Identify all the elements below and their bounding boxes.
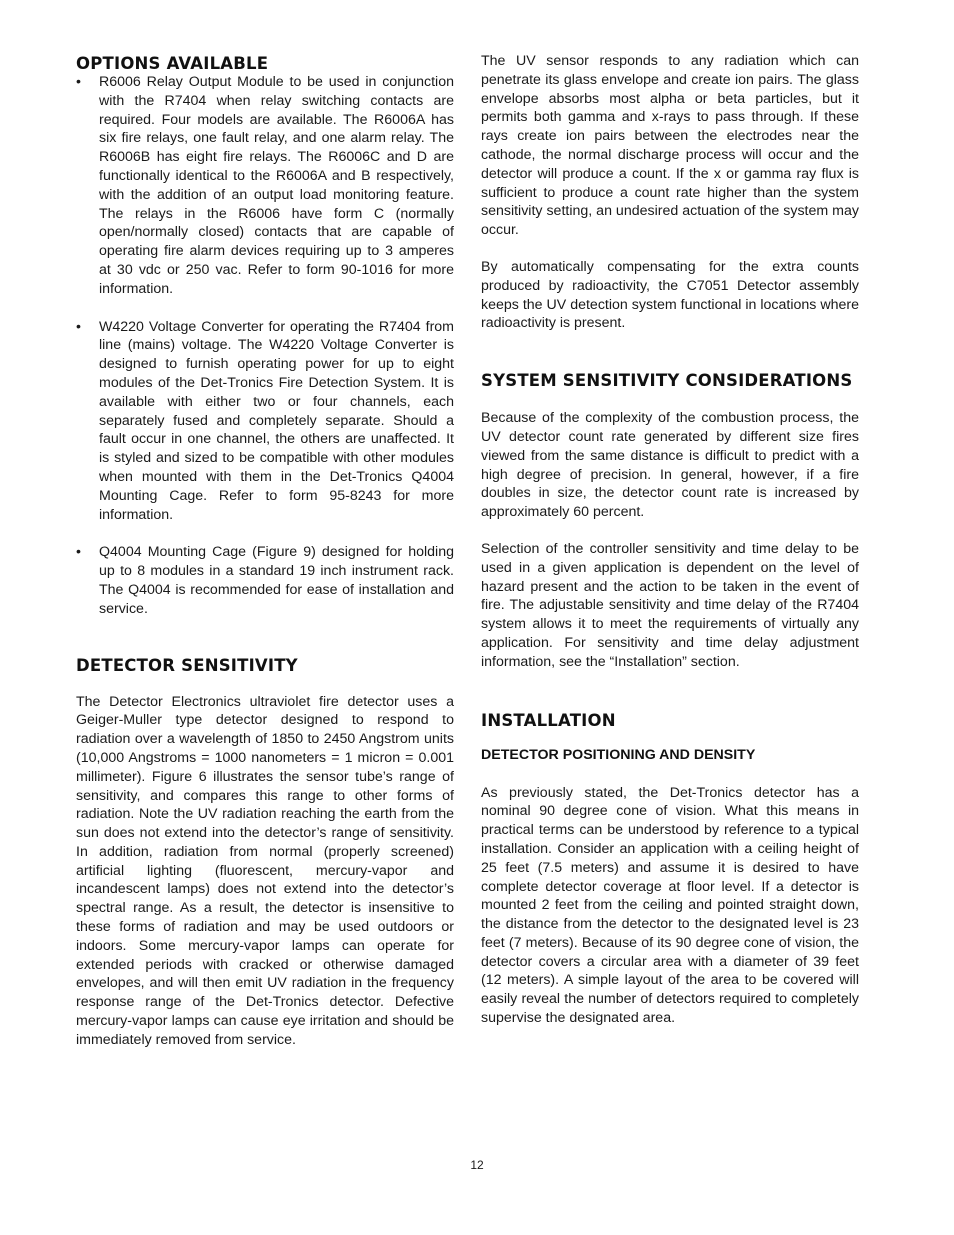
option-item-text: Q4004 Mounting Cage (Figure 9) designed for holding up to 8 modules in a standard 19 inch instrument rack. The Q4004 is recommended for ease of installation and service. [99,544,454,617]
options-available-heading: OPTIONS AVAILABLE [76,54,269,73]
left-column [76,52,454,1050]
detector-positioning-subheading: DETECTOR POSITIONING AND DENSITY [481,746,756,763]
right-column [481,52,859,1028]
bullet-icon: • [76,74,81,90]
uv-sensor-paragraph-2: By automatically compensating for the extra counts produced by radioactivity, the C7051 Detector assembly keeps the UV detection system functional in locations where radioactivity is present. [481,258,859,332]
bullet-icon: • [76,544,81,561]
detector-sensitivity-paragraph: The Detector Electronics ultraviolet fire detector uses a Geiger-Muller type detector designed to respond to radiation over a wavelength of 1850 to 2450 Angstrom units (10,000 Angstroms = 1000 nanometers = 1 micron = 0.001 millimeter). Figure 6 illustrates the sensor tube’s range of sensitivity, and compares this range to other forms of radiation. Note the UV radiation reaching the earth from the sun does not extend into the detector’s range of sensitivity. In addition, radiation from normal (properly screened) artificial lighting (fluorescent, mercury-vapor and incandescent lamps) does not extend into the detector’s spectral range. As a result, the detector is insensitive to these forms of radiation and may be used outdoors or indoors. Some mercury-vapor lamps can operate for extended periods with cracked or otherwise damaged envelopes, and will then emit UV radiation in the frequency response range of the Det-Tronics detector. Defective mercury-vapor lamps can cause eye irritation and should be immediately removed from service. [76,693,454,1048]
option-item-q4004 [76,543,454,618]
option-item-text: W4220 Voltage Converter for operating the R7404 from line (mains) voltage. The W4220 Voltage Converter is designed to furnish operating power for up to eight modules of the Det-Tronics Fire Detection System. It is available with either two or four channels, each separately fused and completely separate. Should a fault occur in one channel, the others are unaffected. It is styled and sized to be compatible with other modules when mounted with them in the Det-Tronics Q4004 Mounting Cage. Refer to form 95-8243 for more information. [99,318,454,523]
bullet-icon: • [76,318,81,335]
installation-heading: INSTALLATION [481,710,616,730]
system-sensitivity-heading: SYSTEM SENSITIVITY CONSIDERATIONS [481,371,853,391]
system-sensitivity-paragraph-1: Because of the complexity of the combustion process, the UV detector count rate generated by different size fires viewed from the same distance is difficult to predict with a high degree of precision. In general, however, if a fire doubles in size, the detector count rate is increased by approximately 60 percent. [481,410,859,521]
option-item-text: R6006 Relay Output Module to be used in conjunction with the R7404 when relay switching contacts are required. Four models are available. The R6006A has six fire relays, one fault relay, and one alarm relay. The R6006B has eight fire relays. The R6006C and D are functionally identical to the R6006A and B respectively, with the addition of an output load monitoring feature. The relays in the R6006 have form C (normally open/normally closed) contacts that are capable of operating fire alarm devices requiring up to 3 amperes at 30 vdc or 250 vac. Refer to form 90-1016 for more information. [99,74,454,297]
installation-paragraph: As previously stated, the Det-Tronics detector has a nominal 90 degree cone of vision. What this means in practical terms can be understood by reference to a typical installation. Consider an application with a ceiling height of 25 feet (7.5 meters) and assume it is desired to have complete detector coverage at floor level. If a detector is mounted 2 feet from the ceiling and pointed straight down, the distance from the detector to the designated level is 23 feet (7 meters). Because of its 90 degree cone of vision, the detector covers a circular area with a diameter of 39 feet (12 meters). A simple layout of the area to be covered will easily reveal the number of detectors required to completely supervise the designated area. [481,784,859,1027]
page-number: 12 [470,1158,484,1172]
option-item-r6006 [76,73,454,299]
system-sensitivity-paragraph-2: Selection of the controller sensitivity and time delay to be used in a given application is dependent on the level of hazard present and the action to be taken in the event of fire. The adjustable sensitivity and time delay of the R7404 system allows it to meet the requirements of virtually any application. For sensitivity and time delay adjustment information, see the “Installation” section. [481,540,859,670]
uv-sensor-paragraph-1: The UV sensor responds to any radiation which can penetrate its glass envelope and create ion pairs. The glass envelope absorbs most alpha or beta particles, but it permits both gamma and x-rays to pass through. If these rays create ion pairs between the electrodes near the cathode, the normal discharge process will occur and the detector will produce a count. If the x or gamma ray flux is sufficient to produce a count rate higher than the system sensitivity setting, an undesired actuation of the system may occur. [481,53,859,239]
option-item-w4220 [76,318,454,525]
options-list [76,73,454,619]
detector-sensitivity-heading: DETECTOR SENSITIVITY [76,655,298,675]
